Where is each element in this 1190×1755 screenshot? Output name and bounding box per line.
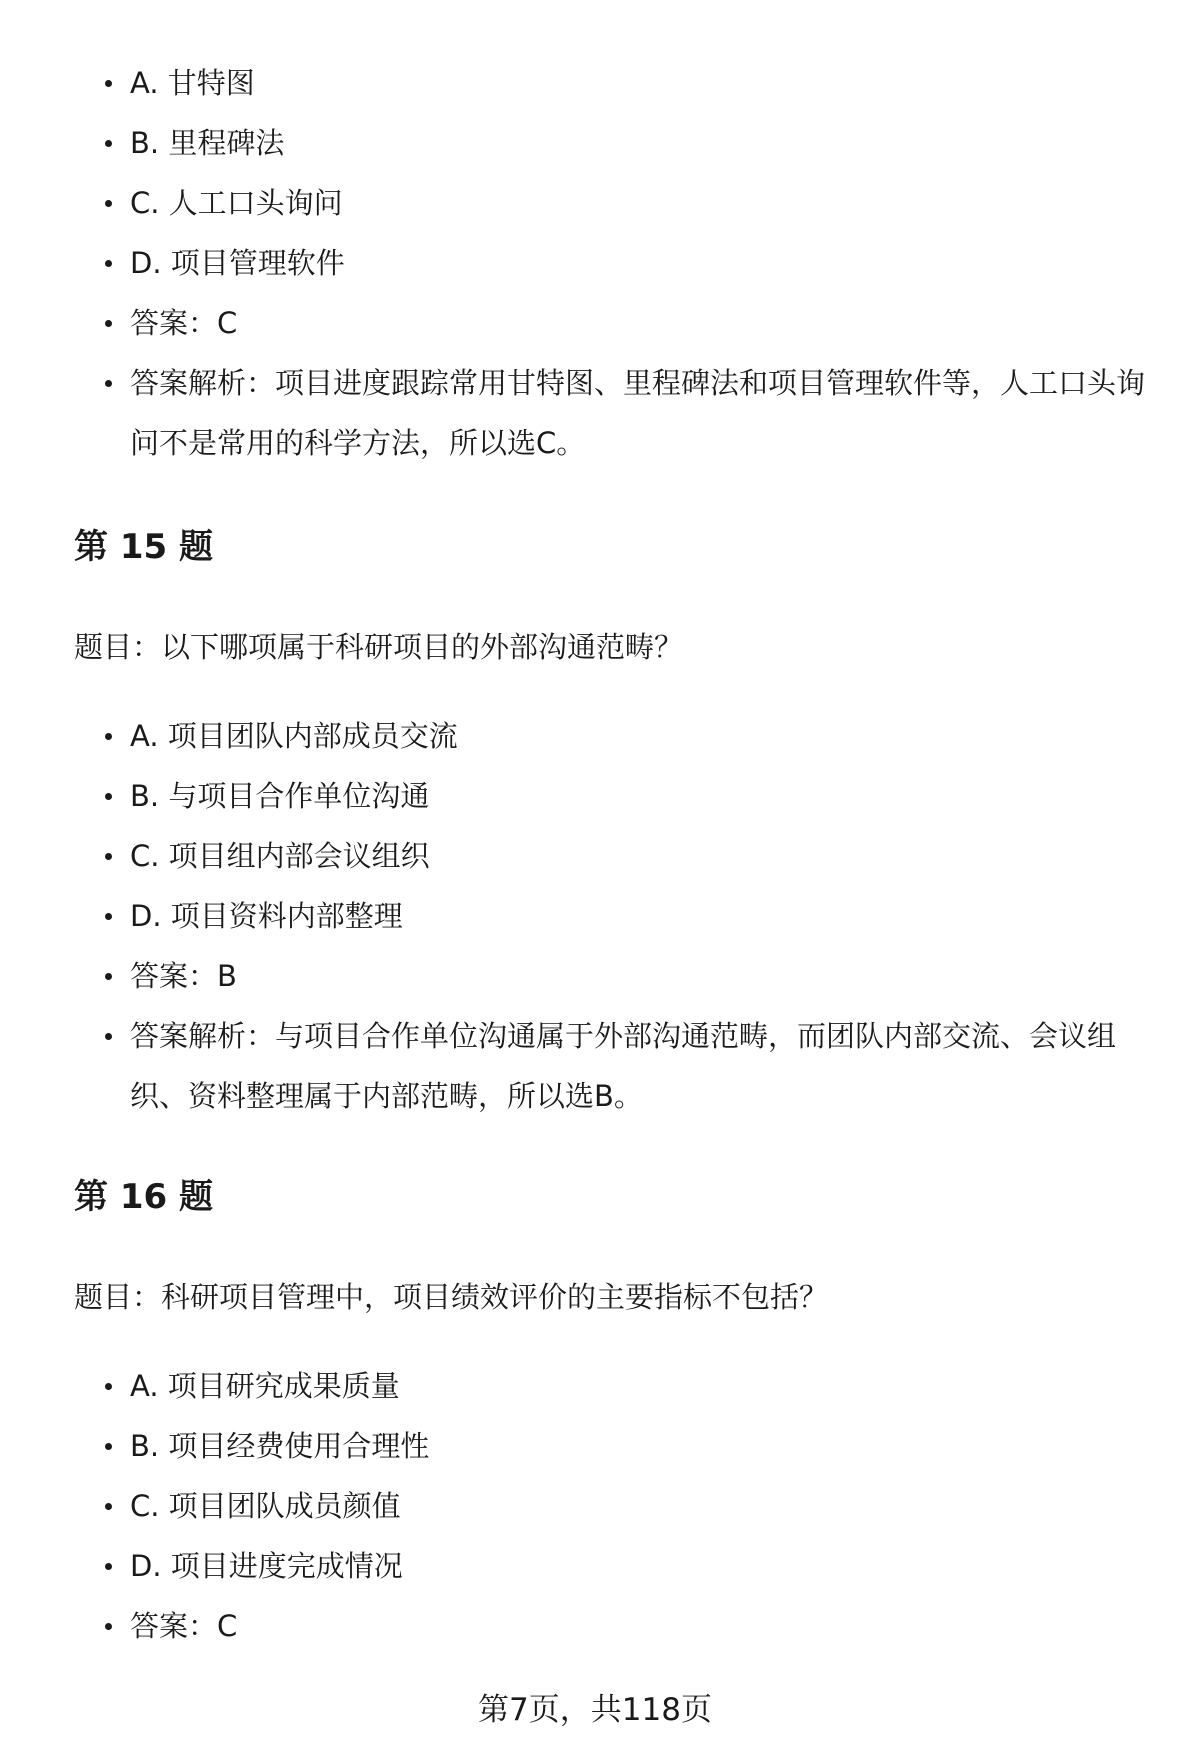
- option-c: C. 项目组内部会议组织: [0, 826, 1190, 886]
- option-b: B. 与项目合作单位沟通: [0, 766, 1190, 826]
- option-list: [0, 1356, 1190, 1656]
- option-list: [0, 53, 1190, 473]
- question-14-options: [0, 53, 1190, 473]
- question-15-text: 题目：以下哪项属于科研项目的外部沟通范畴？: [74, 630, 684, 664]
- question-16-text: 题目：科研项目管理中，项目绩效评价的主要指标不包括？: [74, 1280, 829, 1314]
- option-d: D. 项目进度完成情况: [0, 1536, 1190, 1596]
- option-d: D. 项目资料内部整理: [0, 886, 1190, 946]
- option-b: B. 项目经费使用合理性: [0, 1416, 1190, 1476]
- option-list: [0, 706, 1190, 1126]
- question-16-heading: 第 16 题: [74, 1177, 213, 1217]
- page-number: 第7页，共118页: [478, 1692, 712, 1728]
- option-a: A. 甘特图: [0, 53, 1190, 113]
- option-d: D. 项目管理软件: [0, 233, 1190, 293]
- option-c: C. 项目团队成员颜值: [0, 1476, 1190, 1536]
- answer: 答案：C: [0, 293, 1190, 353]
- question-16-options: [0, 1356, 1190, 1656]
- option-a: A. 项目研究成果质量: [0, 1356, 1190, 1416]
- question-15-heading: 第 15 题: [74, 527, 213, 567]
- answer-explanation: 答案解析：项目进度跟踪常用甘特图、里程碑法和项目管理软件等，人工口头询问不是常用的科学方法，所以选C。: [0, 353, 1190, 473]
- answer-explanation: 答案解析：与项目合作单位沟通属于外部沟通范畴，而团队内部交流、会议组织、资料整理属于内部范畴，所以选B。: [0, 1006, 1190, 1126]
- option-b: B. 里程碑法: [0, 113, 1190, 173]
- question-15-options: [0, 706, 1190, 1126]
- option-c: C. 人工口头询问: [0, 173, 1190, 233]
- answer: 答案：B: [0, 946, 1190, 1006]
- option-a: A. 项目团队内部成员交流: [0, 706, 1190, 766]
- answer: 答案：C: [0, 1596, 1190, 1656]
